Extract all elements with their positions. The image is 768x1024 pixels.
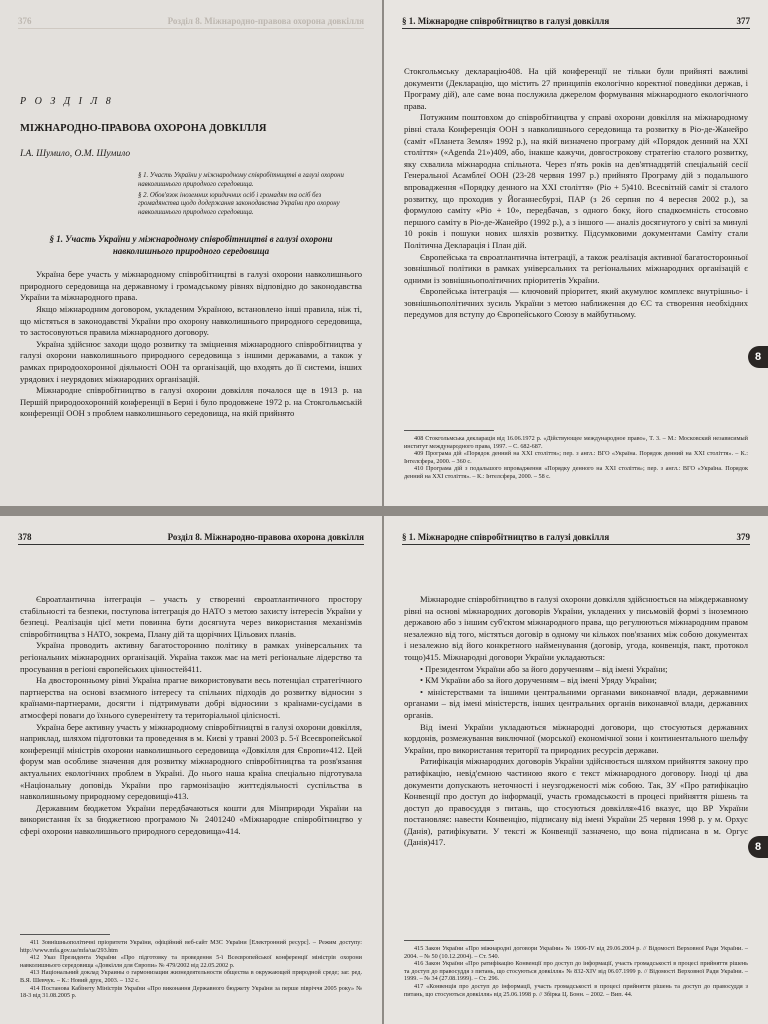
page-body (20, 34, 362, 420)
page-header (18, 10, 364, 29)
page-body (404, 594, 748, 849)
page-body (404, 66, 748, 321)
page-377 (384, 0, 768, 506)
footnote: 413 Національний доклад Украины о гармонизации жизнедеятельности общества в окружающей природной среде; заг. ред. В.Я. Шевчук. – К.: Новий друк, 2003. – 132 с. (20, 969, 362, 984)
footnotes (20, 934, 362, 1000)
footnote-rule (404, 430, 494, 431)
paragraph: На двосторонньому рівні Україна прагне використовувати весь потенціал стратегічного партнерства на основі взаємного інтересу та спільних підходів до розвитку відносин з країнами-партнерами, досягти і підтримувати добрі відносини з країнами-сусідами в атмосфері поваги до їхнього суверенітету та територіальної цілісності. (20, 675, 362, 720)
footnote: 412 Указ Президента України «Про підготовку та проведення 5-ї Всеєвропейської конференції міністрів охорони навколишнього середовища «Довкілля для Європи» № 479/2002 від 22.05.2002 р. (20, 954, 362, 969)
page-379 (384, 516, 768, 1024)
paragraph: Європейська інтеграція — ключовий пріоритет, який акумулює комплекс внутрішньо- і зовнішньополітичних зусиль України з метою наближення до ЄС та створення необхідних передумов для вступу до Європейського Союзу в майбутньому. (404, 286, 748, 320)
footnotes (404, 940, 748, 998)
running-title: § 1. Міжнародне співробітництво в галузі довкілля (402, 532, 610, 542)
chapter-thumb-tab: 8 (748, 836, 768, 858)
page-header (18, 526, 364, 545)
footnote: 417 «Конвенція про доступ до інформації, участь громадськості в процесі прийняття рішень та доступ до правосуддя з питань, що стосуються довкілля» від 25.06.1998 р. // Збірка Ц. Бонн. – 2002. – Вип. 44. (404, 982, 748, 998)
paragraph: Міжнародне співробітництво в галузі охорони довкілля почалося ще в 1913 р. на Першій природоохоронній конференції в Берні і було продовжене 1972 р. на Стокгольмській конференції ООН з проблем навколишнього середовища, на якій прийнято (20, 385, 362, 419)
paragraph: Якщо міжнародним договором, укладеним Україною, встановлено інші правила, ніж ті, що містяться в законодавстві України про охорону навколишнього природного середовища, то застосовуються правила міжнародного договору. (20, 304, 362, 338)
paragraph: Україна бере активну участь у міжнародному співробітництві в галузі охорони довкілля, наприклад, шляхом підготовки та проведення в м. Києві у травні 2003 р. 5-ї Всеєвропейської конференції міністрів охорони навколишнього середовища «Довкілля для Європи»412. Цей форум мав особливе значення для розвитку міжнародного співробітництва та розв'язання актуальних екологічних проблем в Україні. До нього наша країна спеціально підготувала «Національну доповідь України про гармонізацію життєдіяльності суспільства в навколишньому природному середовищі»413. (20, 721, 362, 802)
chapter-contents (138, 172, 362, 217)
paragraph: Державним бюджетом України передбачаються кошти для Мінприроди України на використання їх за бюджетною програмою № 2401240 «Міжнародне співробітництво у сфері охорони навколишнього природного середовища»414. (20, 802, 362, 836)
paragraph: Ратифікація міжнародних договорів України здійснюється шляхом прийняття закону про ратифікацію, невід'ємною частиною якого є текст міжнародного договору. Іноді ці два документи допускають неточності і неузгодженості між собою. Так, ЗУ «Про ратифікацію Конвенції про доступ до інформації, участь громадськості в процесі прийняття рішень та доступ до правосуддя з питань, що стосуються довкілля»416 вказує, що ВР України постановляє: навести Конвенцію, підписану від імені України 25 червня 1998 р. у м. Орхус (Данія), ратифікувати. У тексті ж Конвенції зазначено, що вона підписана в м. Оргус (Данія)417. (404, 756, 748, 848)
footnote: 414 Постанова Кабінету Міністрів України «Про виконання Державного бюджету України за перше півріччя 2005 року» № 18-3 від 31.08.2005 р. (20, 984, 362, 1000)
page-376 (0, 0, 382, 506)
running-title: § 1. Міжнародне співробітництво в галузі довкілля (402, 16, 610, 26)
footnote: 408 Стокгольмська декларація від 16.06.1972 р. «Дійствующее международное право», Т. 3. – М.: Московский независимый институт международного права, 1997. – С. 682-687. (404, 435, 748, 450)
paragraph: Стокгольмську декларацію408. На цій конференції не тільки були прийняті важливі документи (Декларацію, що містить 27 принципів екологічно коректної поведінки держав, і Програму дій), але саме вона послужила джерелом формування міжнародного екологічного права. (404, 66, 748, 111)
paragraph: Європейська та євроатлантична інтеграції, а також реалізація активної багатосторонньої зовнішньої політики в рамках універсальних та регіональних міжнародних організацій є одними із зовнішньополітичних пріоритетів України. (404, 251, 748, 285)
page-header (402, 10, 750, 29)
running-title: Розділ 8. Міжнародно-правова охорона довкілля (167, 16, 364, 26)
footnote-rule (20, 934, 110, 935)
paragraph: Україна бере участь у міжнародному співробітництві в галузі охорони навколишнього природного середовища на державному і громадському рівнях відповідно до законодавства України та міжнародного права. (20, 269, 362, 303)
page-number: 376 (18, 16, 32, 26)
list-item: • Президентом України або за його дорученням – від імені України; (420, 663, 668, 674)
footnote: 415 Закон України «Про міжнародні договори України» № 1906-IV від 29.06.2004 р. // Відомості Верховної Ради України. – 2004. – № 50 (10.12.2004). – Ст. 540. (404, 945, 748, 960)
footnote: 409 Програма дій «Порядок денний на XXI століття»; пер. з англ.: ВГО «Україна. Порядок денний на XXI століття». – К.: Інтелсфера, 2000. – 360 с. (404, 450, 748, 465)
paragraph: Від імені України укладаються міжнародні договори, що стосуються державних кордонів, розмежування виключної (морської) економічної зони і континентального шельфу України, про використання території та природних ресурсів держави. (404, 721, 748, 755)
page-number: 378 (18, 532, 32, 542)
chapter-thumb-tab: 8 (748, 346, 768, 368)
chapter-authors: І.А. Шумило, О.М. Шумило (20, 148, 131, 159)
page-378 (0, 516, 382, 1024)
contents-item: § 2. Обов'язок іноземних юридичних осіб і громадян та осіб без громадянства щодо додержання законодавства України про охорону навколишнього природного середовища. (138, 192, 340, 216)
list-item: • КМ України або за його дорученням – від імені Уряду України; (420, 675, 657, 686)
footnote-rule (404, 940, 494, 941)
running-title: Розділ 8. Міжнародно-правова охорона довкілля (167, 532, 364, 542)
chapter-label: Р О З Д І Л 8 (20, 96, 114, 107)
page-header (402, 526, 750, 545)
paragraph: Євроатлантична інтеграція – участь у створенні євроатлантичного простору стабільності та безпеки, поступова інтеграція до НАТО з метою захисту інтересів України у безпеці. Реалізація цієї мети повинна бути досягнута через використання механізмів співробітництва з НАТО, зокрема, Плану дій та щорічних Цільових планів. (20, 594, 362, 639)
paragraph: Україна здійснює заходи щодо розвитку та зміцнення міжнародного співробітництва у галузі охорони навколишнього природного середовища з іншими державами, а також у рамках природоохоронної діяльності ООН та організацій, що входять до її системи, інших урядових і неурядових міжнародних організацій. (20, 338, 362, 384)
page-body (20, 594, 362, 837)
footnotes (404, 430, 748, 481)
footnote: 416 Закон України «Про ратифікацію Конвенції про доступ до інформації, участь громадськості в процесі прийняття рішень та доступ до правосуддя з питань, що стосуються довкілля» № 832-XIV від 06.07.1999 р. // Відомості Верховної Ради України. – 1999. – № 34 (27.08.1999). – Ст. 296. (404, 960, 748, 983)
chapter-title: МІЖНАРОДНО-ПРАВОВА ОХОРОНА ДОВКІЛЛЯ (20, 122, 267, 134)
footnote: 410 Програма дій з подальшого впровадження «Порядку денного на XXI століття»; пер. з англ.: ВГО «Україна. Порядок денний на XXI століття». – К.: Інтелсфера, 2000. – 58 с. (404, 465, 748, 480)
paragraph: Україна проводить активну багатосторонню політику в рамках універсальних та регіональних міжнародних організацій. Україна також має на меті регіональне лідерство та просування в регіоні європейських цінностей411. (20, 640, 362, 674)
section-heading: § 1. Участь України у міжнародному співробітництві в галузі охорони навколишнього природного середовища (49, 234, 333, 257)
list-item: • міністерствами та іншими центральними органами виконавчої влади, державними органами – від імені міністерств, інших центральних органів виконавчої влади, державних органів. (404, 686, 748, 720)
paragraph: Міжнародне співробітництво в галузі охорони довкілля здійснюється на міждержавному рівні на основі міжнародних договорів України, укладених у письмовій формі з іноземною державою або з іншим суб'єктом міжнародного права, що регулюються міжнародним правом незалежно від того, містяться договір в одному чи кількох пов'язаних між собою документах і незалежно від його конкретного найменування (договір, угода, конвенція, пакт, протокол тощо)415. Міжнародні договори України укладаються: (404, 594, 748, 662)
page-number: 379 (736, 532, 750, 542)
footnote: 411 Зовнішньополітичні пріоритети України, офіційний веб-сайт МЗС України [Електронний ресурс]. – Режим доступу: http://www.mfa.gov.ua/mfa/ua/293.htm (20, 939, 362, 954)
paragraph: Потужним поштовхом до співробітництва у справі охорони довкілля на міжнародному рівні стала Конференція ООН з навколишнього середовища та розвитку в Ріо-де-Жанейро (саміт «Планета Земля» 1992 р.), на якій визначено програму дій «Порядок денний на XXI століття» («Agenda 21»)409, або, інакше кажучи, довгострокову стратегію сталого розвитку, яку схвалила міжнародна спільнота. Через п'ять років на дев'ятнадцятій спеціальній сесії Генеральної Асамблеї ООН (23-28 червня 1997 р.) прийнято Програму дій з подальшого впровадження «Порядку денного на XXI століття» (Ріо + 5)410. Всесвітній саміт зі сталого розвитку, що проходив у Йоганнесбурзі, ПАР (з 26 серпня по 4 вересня 2002 р.), за формулою саміту «Ріо + 10», передбачав, з одного боку, його спадкоємність стосовно першого саміту в Ріо-де-Жанейро (1992 р.), а з іншого — аналіз досягнутого у світі за минулі 10 років і пошуки нових шляхів розвитку. Підсумковими документами Саміту стали Політична Декларація і План дій. (404, 112, 748, 250)
page-number: 377 (736, 16, 750, 26)
contents-item: § 1. Участь України у міжнародному співробітництві в галузі охорони навколишнього природного середовища. (138, 172, 344, 188)
